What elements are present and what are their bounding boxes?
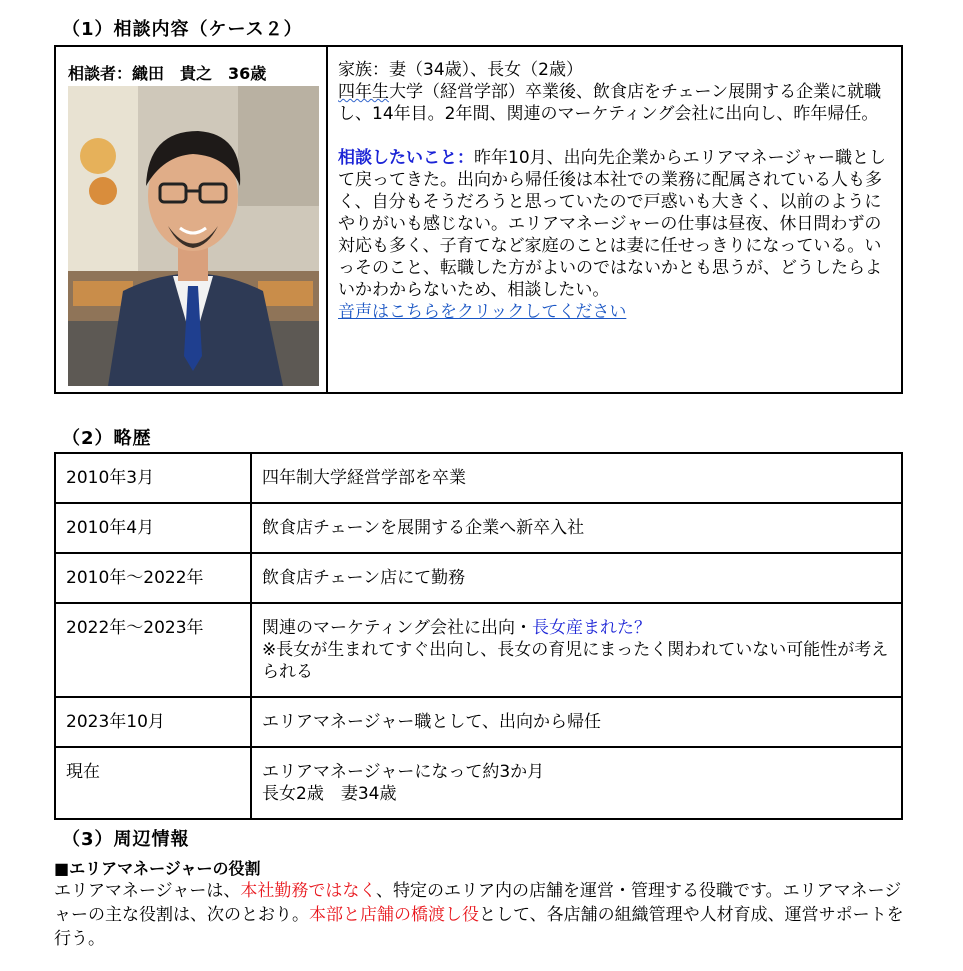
table-row <box>55 553 902 603</box>
background-info <box>338 81 891 125</box>
table-row <box>55 697 902 747</box>
portrait-illustration <box>68 86 319 386</box>
history-date: 現在 <box>55 747 251 819</box>
history-event-text: 関連のマーケティング会社に出向・ <box>262 618 532 638</box>
para-highlight: 本社勤務ではなく <box>240 881 376 901</box>
consultation-details <box>328 47 901 392</box>
history-table <box>54 452 903 820</box>
history-date: 2023年10月 <box>55 697 251 747</box>
consult-label: 相談したいこと： <box>338 148 474 168</box>
family-info: 家族：妻（34歳）、長女（2歳） <box>338 60 583 80</box>
history-note: ※長女が生まれてすぐ出向し、長女の育児にまったく関われていない可能性が考えられる <box>262 640 889 682</box>
para-text: として、各店舗の組織管理や人材育成、運営サポートを行う。 <box>54 905 904 949</box>
para-text: エリアマネージャーは、 <box>54 881 241 901</box>
client-cell <box>56 47 328 392</box>
spellcheck-underlined-text: 四年生 <box>338 82 389 102</box>
history-event: 四年制大学経営学部を卒業 <box>251 453 902 503</box>
history-event <box>251 747 902 819</box>
history-event <box>251 603 902 697</box>
section-title-surroundings: （3）周辺情報 <box>62 829 190 850</box>
history-event-highlight: 長女産まれた？ <box>531 618 651 638</box>
audio-link[interactable]: 音声はこちらをクリックしてください <box>338 302 627 322</box>
history-date: 2010年4月 <box>55 503 251 553</box>
table-row <box>55 747 902 819</box>
consultation-table <box>54 45 903 394</box>
para-highlight: 本部と店舗の橋渡し役 <box>309 905 479 925</box>
table-row <box>55 503 902 553</box>
para-text: 、特定のエリア内の店舗を運営・管理する役職です。エリアマネージャーの主な役割は、次のとおり。 <box>54 881 902 925</box>
area-manager-role-paragraph <box>54 879 914 951</box>
history-event: エリアマネージャー職として、出向から帰任 <box>251 697 902 747</box>
history-event: 飲食店チェーン店にて勤務 <box>251 553 902 603</box>
section-title-consultation: （1）相談内容（ケース２） <box>62 19 303 40</box>
client-portrait-image <box>68 86 319 386</box>
section-title-history: （2）略歴 <box>62 428 152 449</box>
consult-text: 昨年10月、出向先企業からエリアマネージャー職として戻ってきた。出向から帰任後は本社での業務に配属されている人も多く、自分もそうだろうと思っていたので戸惑いも大きく、以前のようにやりがいも感じない。エリアマネージャーの仕事は昼夜、休日問わずの対応も多く、子育てなど家庭のことは妻に任せっきりになっている。いっそのこと、転職した方がよいのではないかとも思うが、どうしたらよいかわからないため、相談したい。 <box>338 148 886 300</box>
area-manager-role-heading: ■エリアマネージャーの役割 <box>54 859 261 878</box>
history-event-line2: 長女2歳 妻34歳 <box>262 784 397 804</box>
history-date: 2010年3月 <box>55 453 251 503</box>
table-row <box>55 453 902 503</box>
history-event-line1: エリアマネージャーになって約3か月 <box>262 762 545 782</box>
history-date: 2022年～2023年 <box>55 603 251 697</box>
background-text: 大学（経営学部）卒業後、飲食店をチェーン展開する企業に就職し、14年目。2年間、関連のマーケティング会社に出向し、昨年帰任。 <box>338 82 882 124</box>
history-event: 飲食店チェーンを展開する企業へ新卒入社 <box>251 503 902 553</box>
client-name: 相談者：織田 貴之 36歳 <box>68 64 267 83</box>
history-date: 2010年～2022年 <box>55 553 251 603</box>
consult-paragraph <box>338 147 891 301</box>
table-row <box>55 603 902 697</box>
